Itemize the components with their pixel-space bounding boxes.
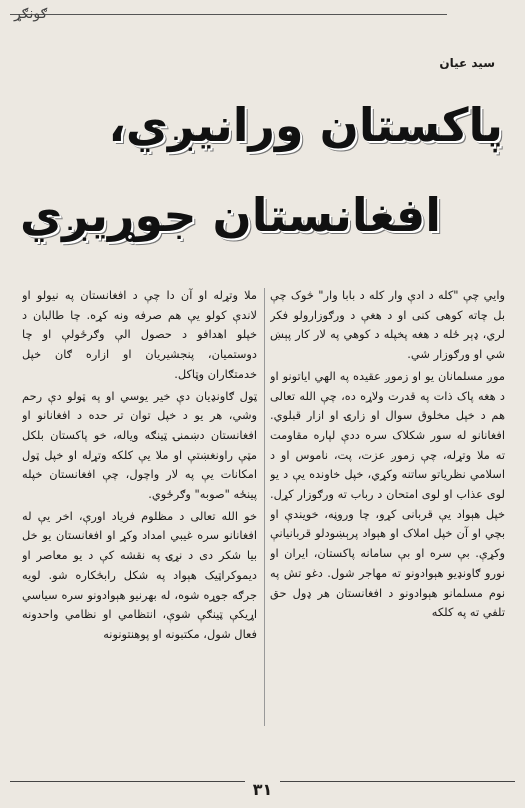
column-divider [264, 288, 265, 726]
page-number-area [0, 780, 525, 799]
page-number: ۳۱ [245, 780, 281, 799]
paragraph: وايي چې "کله د ادې وار کله د بابا وار" څوک چې بل چاته کوهی کنی او د هغې د ورګوزارولو فکر لري، ډېر ځله د هغه پخپله د کوهي په لار کار پېښ شي او ورګوزار شي. [270, 288, 505, 362]
author-name: سيد عيان [439, 56, 495, 70]
paragraph: خو الله تعالی د مظلوم فرياد اورې، اخر يې له افغانانو سره غيبي امداد وکړ او افغانستان يو خل بيا شکر دی د نړۍ په نقشه کې د يو معاصر او ديموکراټيک هېواد په شکل رابڅکاره شو. لويه جرګه جوړه شوه، له بهرنيو هېوادونو سره سياسي اړيکې ټينګې شوې، انتظامي او نظامي واحدونه فعال شول، مکتبونه او پوهنتونونه [22, 508, 257, 641]
paragraph: ملا وتړله او آن دا چې د افغانستان په نيولو او لاندې کولو يې هم صرفه ونه کړه. چا طالبان د خپلو اهدافو د حصول الې وګرځولې او چا دوستميان، پنجشيريان او ازاره ګان خپل خدمتګاران وټاکل. [22, 288, 257, 381]
top-rule [10, 14, 447, 15]
paragraph: موږ مسلمانان يو او زموږ عقيده په الهي اياتونو او د هغه پاک ذات په قدرت ولاړه ده، چې الله تعالی هم د خپل مخلوق سوال او زارۍ او ازار قبلوي. افغانانو له سور شکلاک سره ددې لپاره مقاومت ته ملا وتړله، چې زموږ عزت، پت، ناموس او د اسلامي نظرياتو ساتنه وکړي، خپل خاونده يې د يو لوی عذاب او لوی امتحان د رباب ته ورګوزار کړل. خپل هېواد يې قربانی کړو، چا وروڼه، خويندې او بچي او آن خپل املاک او هېواد پرېښودلو قربانيانې وکړې. بې سره او بې سامانه پاکستان، ايران او نورو ګاونډيو هېوادونو ته مهاجر شول. دغو تش په نوم مسلمانو هېوادونو د افغانستان هر ډول حق تلفي ته په کلکه [270, 368, 505, 620]
article-title-line-2: افغانستان جوړيږي [20, 188, 442, 242]
magazine-name: ګونګړ [14, 6, 48, 22]
paragraph: ټول ګاونډيان دې خير يوسي او په ټولو دې رحم وشي، هر يو د خپل توان تر حده د افغانانو او افغانستان دښمنۍ ټينګه وياله، خو پاکستان بلکل مټې راونغښتې او ملا يې کلکه وتړله او خپل ټول امکانات يې په لار واچول، چې افغانستان خپله پينځه "صوبه" وګرځوي. [22, 388, 257, 502]
article-title-line-1: پاکستان ورانيږي، [108, 98, 503, 152]
left-text-column [22, 286, 257, 726]
right-text-column [270, 286, 505, 726]
